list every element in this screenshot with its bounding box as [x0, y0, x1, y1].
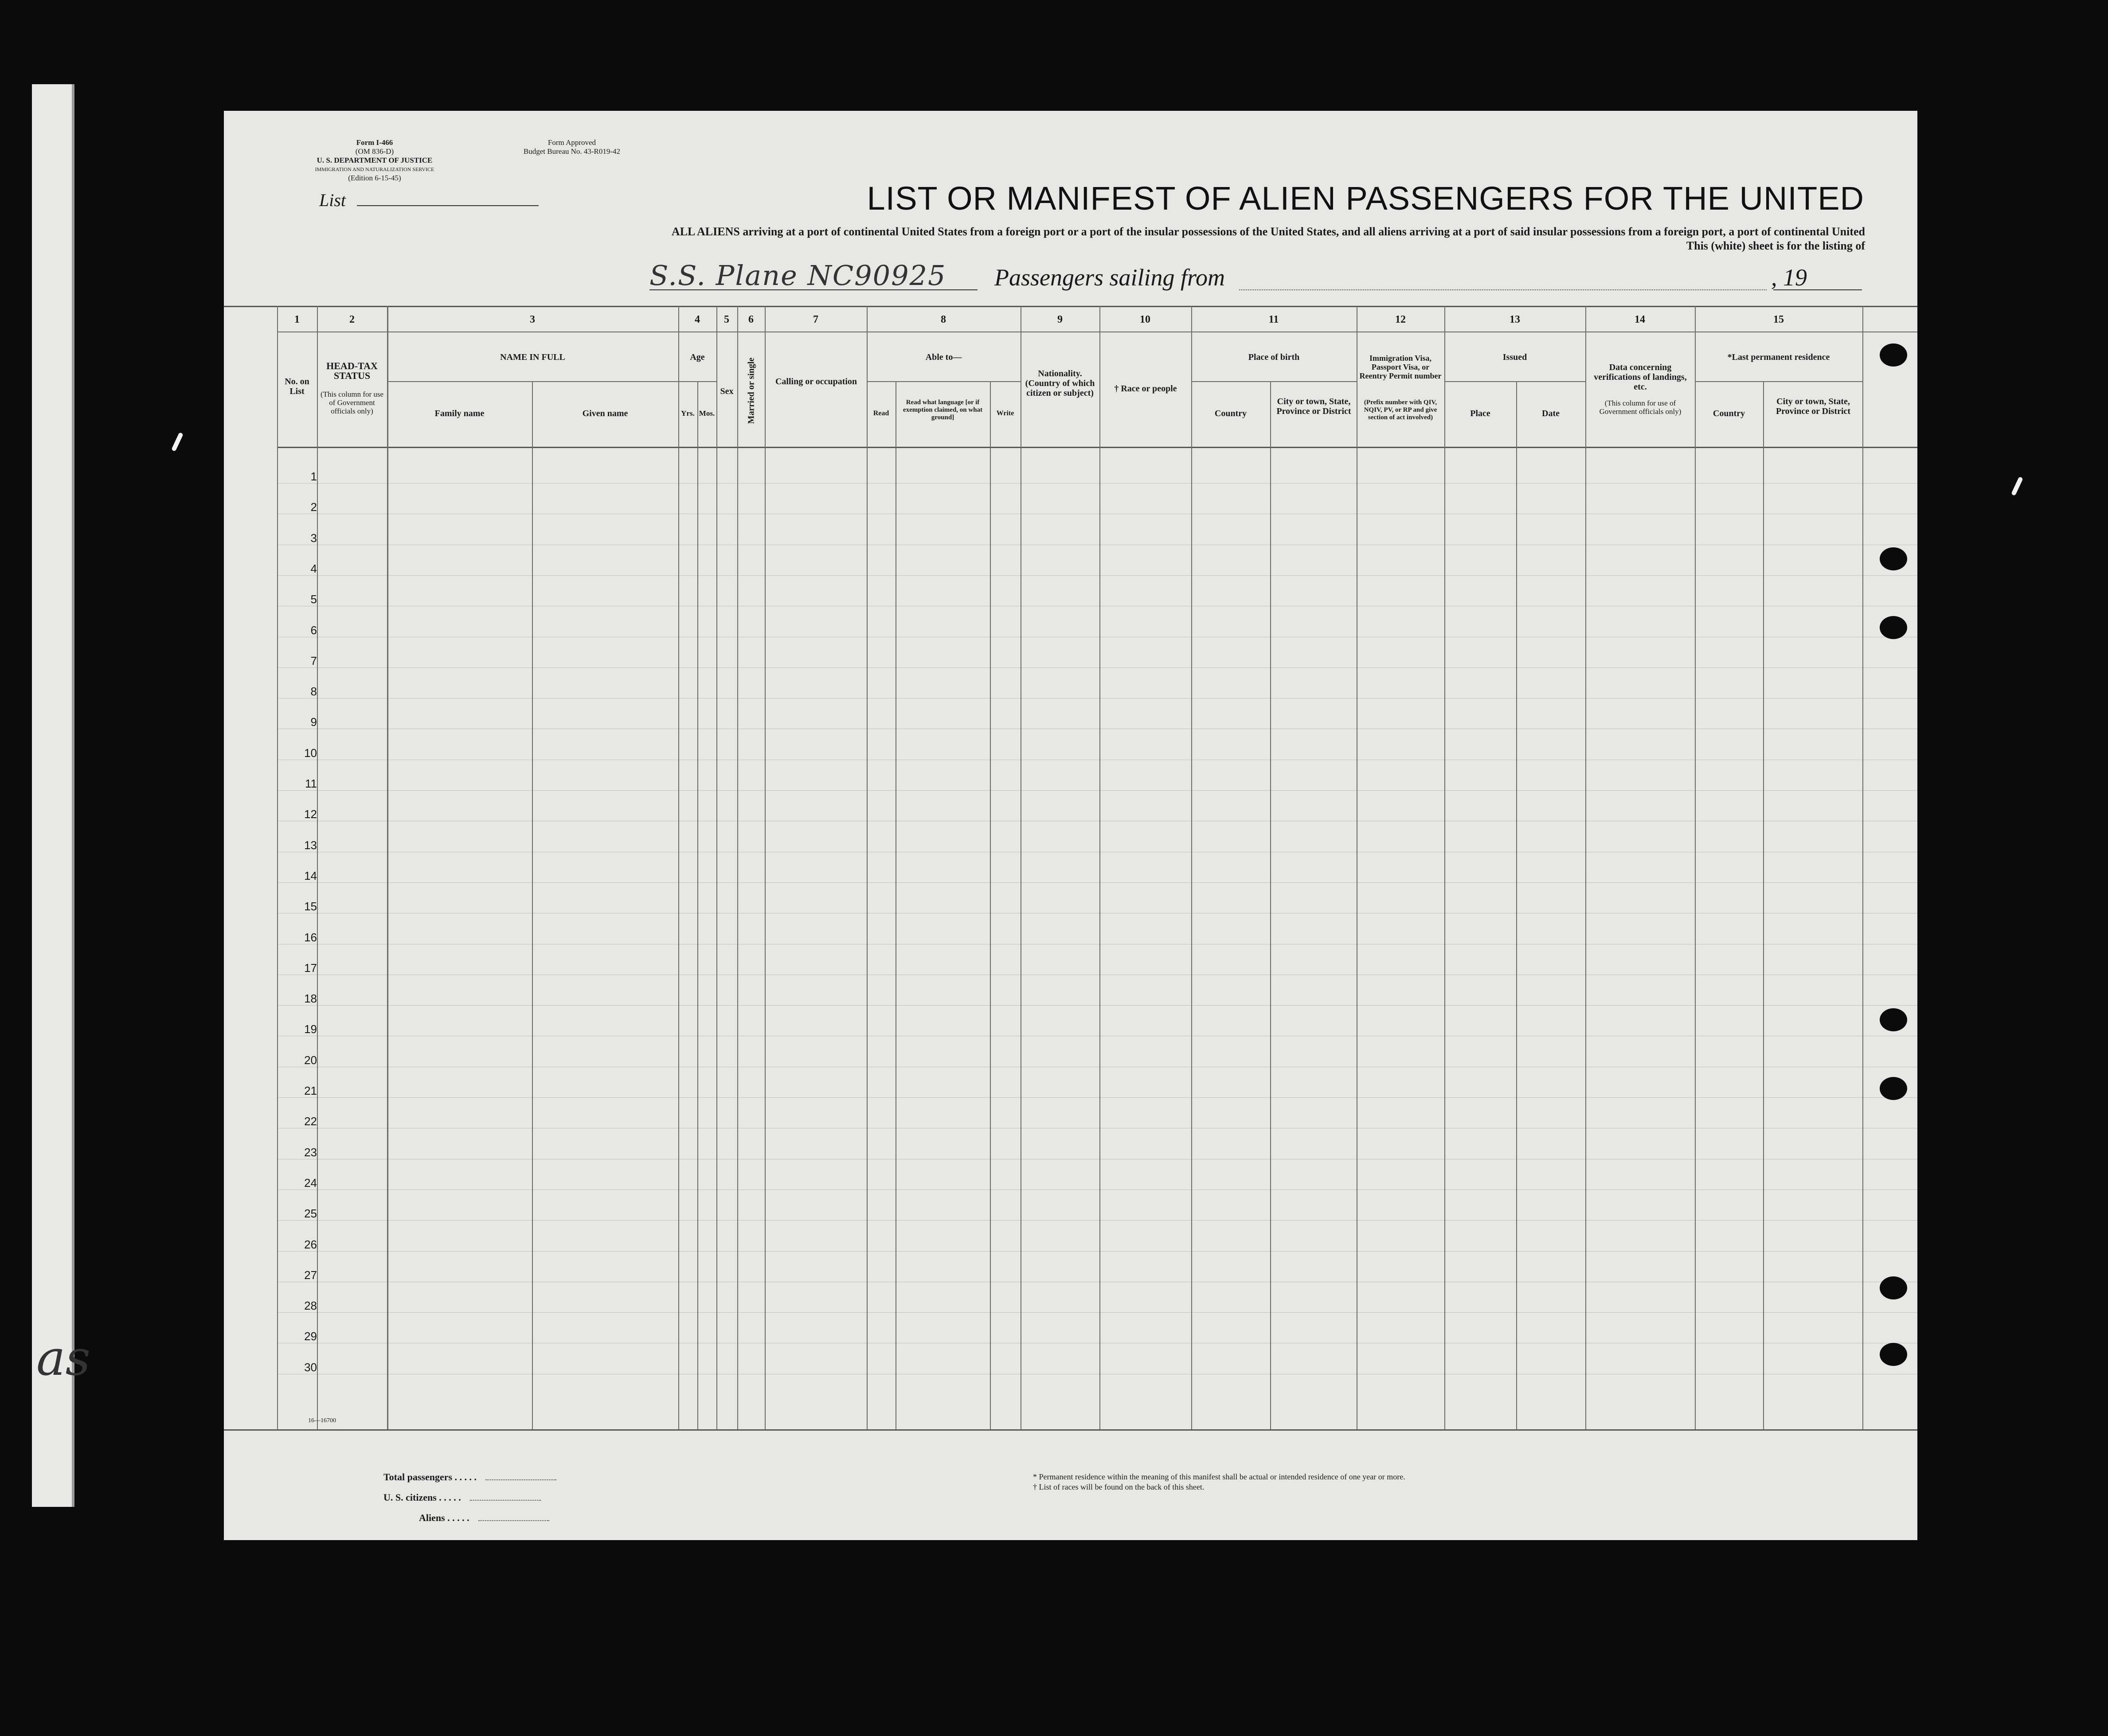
colnum-4: 4: [695, 314, 700, 325]
header-issued-place: Place: [1470, 409, 1490, 418]
colnum-10: 10: [1140, 314, 1150, 325]
colnum-13: 13: [1510, 314, 1520, 325]
row-number: 14: [304, 869, 317, 882]
colnum-12: 12: [1395, 314, 1406, 325]
residence-subheader-line: [1695, 381, 1862, 382]
punch-hole: [1880, 547, 1907, 570]
sailing-from-field: [1239, 289, 1767, 290]
col-line-15: [1862, 306, 1863, 1429]
form-approved: Form Approved: [548, 138, 596, 147]
row-line: [277, 575, 1917, 576]
punch-hole: [1880, 1077, 1907, 1100]
row-number: 12: [304, 808, 317, 821]
col-line-6: [765, 306, 766, 1429]
header-last-residence: *Last permanent residence: [1727, 352, 1830, 362]
colnum-3: 3: [530, 314, 535, 325]
us-citizens-label: U. S. citizens . . . . .: [383, 1492, 461, 1503]
row-number: 30: [304, 1361, 317, 1374]
header-verification-note: (This column for use of Government officials only): [1599, 399, 1682, 416]
header-birth-city: City or town, State, Province or District: [1276, 397, 1351, 416]
scan-artifact: [2011, 476, 2023, 496]
print-code: 16—16700: [308, 1417, 336, 1424]
row-line: [277, 882, 1917, 883]
row-number: 18: [304, 992, 317, 1005]
row-number: 19: [304, 1022, 317, 1036]
colnum-1: 1: [294, 314, 300, 325]
vessel-name-handwritten: S.S. Plane NC90925: [649, 259, 946, 292]
header-visa-note: (Prefix number with QIV, NQIV, PV, or RP and give section of act involved): [1364, 399, 1437, 421]
header-age: Age: [690, 352, 705, 362]
row-number: 20: [304, 1053, 317, 1067]
header-birth-country: Country: [1214, 409, 1247, 418]
header-head-tax-note: (This column for use of Government officials only): [320, 390, 384, 415]
header-bottom-border: [277, 447, 1917, 448]
colnum-9: 9: [1057, 314, 1063, 325]
col-line-7: [867, 306, 868, 1429]
col-line-10: [1191, 306, 1192, 1429]
row-number: 6: [310, 624, 317, 637]
header-write: Write: [996, 410, 1014, 417]
header-calling: Calling or occupation: [775, 377, 857, 386]
row-number: 25: [304, 1207, 317, 1220]
adjacent-sheet-handwriting: as: [36, 1330, 91, 1386]
header-nationality: Nationality. (Country of which citizen or subject): [1025, 369, 1095, 398]
row-number: 17: [304, 961, 317, 975]
list-number-field: [357, 205, 539, 206]
total-passengers-row: [383, 1467, 556, 1487]
header-head-tax: HEAD-TAX STATUS: [326, 360, 378, 381]
birth-subheader-line: [1191, 381, 1357, 382]
header-able-to: Able to—: [925, 352, 962, 362]
col-line-14: [1695, 306, 1696, 1429]
colnum-5: 5: [724, 314, 729, 325]
col-line-1: [317, 306, 318, 1429]
totals-block: [383, 1467, 556, 1528]
punch-hole: [1880, 1008, 1907, 1031]
row-number: 7: [310, 654, 317, 667]
form-identifiers: [304, 138, 446, 183]
row-number: 10: [304, 746, 317, 760]
manifest-sheet: [224, 111, 1917, 1540]
header-family-name: Family name: [434, 409, 485, 418]
col-line-11a: [1270, 381, 1271, 1429]
row-line: [277, 667, 1917, 668]
col-line-9: [1099, 306, 1100, 1429]
col-line-15a: [1763, 381, 1764, 1429]
list-label: List: [319, 190, 346, 210]
footnote-residence: * Permanent residence within the meaning of this manifest shall be actual or intended residence of one year or more.: [1033, 1472, 1405, 1481]
row-number: 26: [304, 1238, 317, 1251]
col-line-13: [1585, 306, 1586, 1429]
row-number: 4: [310, 562, 317, 575]
row-number: 15: [304, 900, 317, 913]
header-residence-country: Country: [1713, 409, 1745, 418]
form-title: LIST OR MANIFEST OF ALIEN PASSENGERS FOR THE UNITED: [867, 180, 1864, 217]
header-married-single: Married or single: [746, 357, 756, 424]
col-line-2: [387, 306, 388, 1429]
issued-subheader-line: [1444, 381, 1585, 382]
row-number: 28: [304, 1299, 317, 1312]
table-bottom-border: [224, 1429, 1917, 1431]
row-number: 21: [304, 1084, 317, 1097]
row-number: 29: [304, 1330, 317, 1343]
aliens-field[interactable]: [478, 1520, 549, 1521]
col-line-3a: [532, 381, 533, 1429]
row-number: 13: [304, 839, 317, 852]
row-line: [277, 1005, 1917, 1006]
row-number: 9: [310, 715, 317, 729]
punch-hole: [1880, 1276, 1907, 1299]
scan-artifact: [171, 432, 184, 452]
header-place-of-birth: Place of birth: [1248, 352, 1300, 362]
punch-hole: [1880, 343, 1907, 367]
row-line: [277, 1251, 1917, 1252]
header-read-language: Read what language [or if exemption claimed, on what ground]: [903, 399, 983, 421]
row-line: [277, 1097, 1917, 1098]
row-number: 24: [304, 1176, 317, 1190]
row-number: 3: [310, 531, 317, 545]
service-name: IMMIGRATION AND NATURALIZATION SERVICE: [315, 166, 434, 172]
colnum-7: 7: [813, 314, 818, 325]
budget-bureau: Budget Bureau No. 43-R019-42: [523, 147, 621, 156]
sailing-from-label: Passengers sailing from: [994, 264, 1225, 291]
able-subheader-line: [867, 381, 1021, 382]
total-passengers-label: Total passengers . . . . .: [383, 1471, 477, 1482]
row-line: [277, 1220, 1917, 1221]
header-given-name: Given name: [582, 409, 628, 418]
row-number: 8: [310, 685, 317, 698]
adjacent-sheet-strip: [32, 84, 91, 1507]
row-number: 2: [310, 500, 317, 514]
table-top-border: [224, 306, 1917, 307]
row-number: 27: [304, 1268, 317, 1282]
header-visa: Immigration Visa, Passport Visa, or Reentry Permit number: [1359, 354, 1442, 380]
header-race: † Race or people: [1114, 384, 1177, 394]
col-line-13a: [1516, 381, 1517, 1429]
row-number: 22: [304, 1115, 317, 1128]
year-field: [1773, 289, 1862, 290]
vessel-name-line: [649, 289, 978, 290]
row-line: [277, 790, 1917, 791]
approval-block: [499, 138, 645, 156]
header-verification: Data concerning verifications of landings, etc.: [1594, 363, 1687, 392]
header-age-mos: Mos.: [699, 409, 715, 417]
instruction-line-1: ALL ALIENS arriving at a port of continental United States from a foreign port or a port of the insular possessions of the United States, and all aliens arriving at a port of said insular possessions from a foreign port, a port of continental United: [671, 225, 1865, 238]
row-number: 23: [304, 1146, 317, 1159]
colnum-6: 6: [748, 314, 754, 325]
colnum-8: 8: [941, 314, 946, 325]
us-citizens-field[interactable]: [470, 1500, 541, 1501]
punch-hole: [1880, 1343, 1907, 1366]
punch-hole: [1880, 616, 1907, 639]
row-number: 5: [310, 593, 317, 606]
header-issued: Issued: [1502, 352, 1527, 362]
header-read: Read: [873, 410, 889, 417]
footnote-races: † List of races will be found on the back of this sheet.: [1033, 1482, 1205, 1491]
year-label: , 19: [1771, 264, 1807, 291]
row-number: 16: [304, 931, 317, 944]
row-number: 11: [305, 777, 317, 790]
header-name-in-full: NAME IN FULL: [500, 352, 565, 362]
col-line-5: [737, 306, 738, 1429]
department-name: U. S. DEPARTMENT OF JUSTICE: [317, 156, 433, 164]
header-residence-city: City or town, State, Province or District: [1776, 397, 1851, 416]
form-number: Form I-466: [356, 138, 393, 147]
col-line-8b: [990, 381, 991, 1429]
header-age-yrs: Yrs.: [681, 409, 695, 417]
colnum-11: 11: [1268, 314, 1279, 325]
us-citizens-row: [383, 1487, 556, 1508]
colnum-2: 2: [349, 314, 355, 325]
col-line-12: [1444, 306, 1445, 1429]
colnum-14: 14: [1635, 314, 1645, 325]
instruction-line-2: This (white) sheet is for the listing of: [1686, 239, 1865, 252]
col-line-4: [716, 306, 717, 1429]
row-number: 1: [310, 470, 317, 483]
total-passengers-field[interactable]: [485, 1479, 556, 1480]
col-line-3: [678, 306, 679, 1429]
col-line-4a: [697, 381, 698, 1429]
header-sex: Sex: [720, 386, 734, 396]
row-line: [277, 1312, 1917, 1313]
aliens-row: [383, 1508, 556, 1528]
header-issued-date: Date: [1542, 409, 1560, 418]
colnum-15: 15: [1773, 314, 1784, 325]
aliens-label: Aliens . . . . .: [419, 1512, 469, 1523]
omb-number: (OM 836-D): [355, 147, 394, 156]
row-line: [277, 483, 1917, 484]
edition: (Edition 6-15-45): [348, 174, 401, 182]
header-no-on-list: No. on List: [285, 377, 309, 396]
